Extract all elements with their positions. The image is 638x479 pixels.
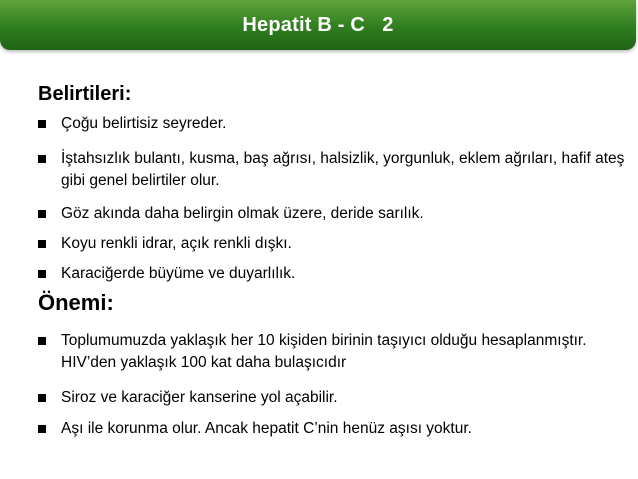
square-bullet-icon: [38, 210, 46, 218]
list-item-text: Çoğu belirtisiz seyreder.: [61, 115, 227, 132]
list-item: [38, 148, 628, 192]
square-bullet-icon: [38, 394, 46, 402]
square-bullet-icon: [38, 120, 46, 128]
list-item-text: Aşı ile korunma olur. Ancak hepatit C’nin henüz aşısı yoktur.: [61, 420, 472, 437]
list-item-text: Karaciğerde büyüme ve duyarlılık.: [61, 265, 296, 282]
list-item: [38, 330, 628, 374]
section-heading-importance: Önemi:: [38, 290, 114, 315]
list-item: [38, 418, 628, 440]
square-bullet-icon: [38, 240, 46, 248]
list-item-text: Toplumumuzda yaklaşık her 10 kişiden birinin taşıyıcı olduğu hesaplanmıştır. HIV’den yaklaşık 100 kat daha bulaşıcıdır: [61, 332, 591, 371]
square-bullet-icon: [38, 337, 46, 345]
list-item: [38, 113, 628, 135]
square-bullet-icon: [38, 155, 46, 163]
slide-title: Hepatit B - C 2: [242, 13, 394, 36]
list-item-text: Siroz ve karaciğer kanserine yol açabilir.: [61, 389, 338, 406]
list-item: [38, 203, 628, 225]
list-item-text: Koyu renkli idrar, açık renkli dışkı.: [61, 235, 292, 252]
list-item: [38, 233, 628, 255]
square-bullet-icon: [38, 425, 46, 433]
list-item-text: İştahsızlık bulantı, kusma, baş ağrısı, halsizlik, yorgunluk, eklem ağrıları, hafif ateş gibi genel belirtiler olur.: [61, 150, 629, 189]
list-item-text: Göz akında daha belirgin olmak üzere, deride sarılık.: [61, 205, 424, 222]
title-bar: [0, 0, 636, 50]
section-heading-symptoms: Belirtileri:: [38, 83, 132, 105]
square-bullet-icon: [38, 270, 46, 278]
list-item: [38, 387, 628, 409]
list-item: [38, 263, 628, 285]
